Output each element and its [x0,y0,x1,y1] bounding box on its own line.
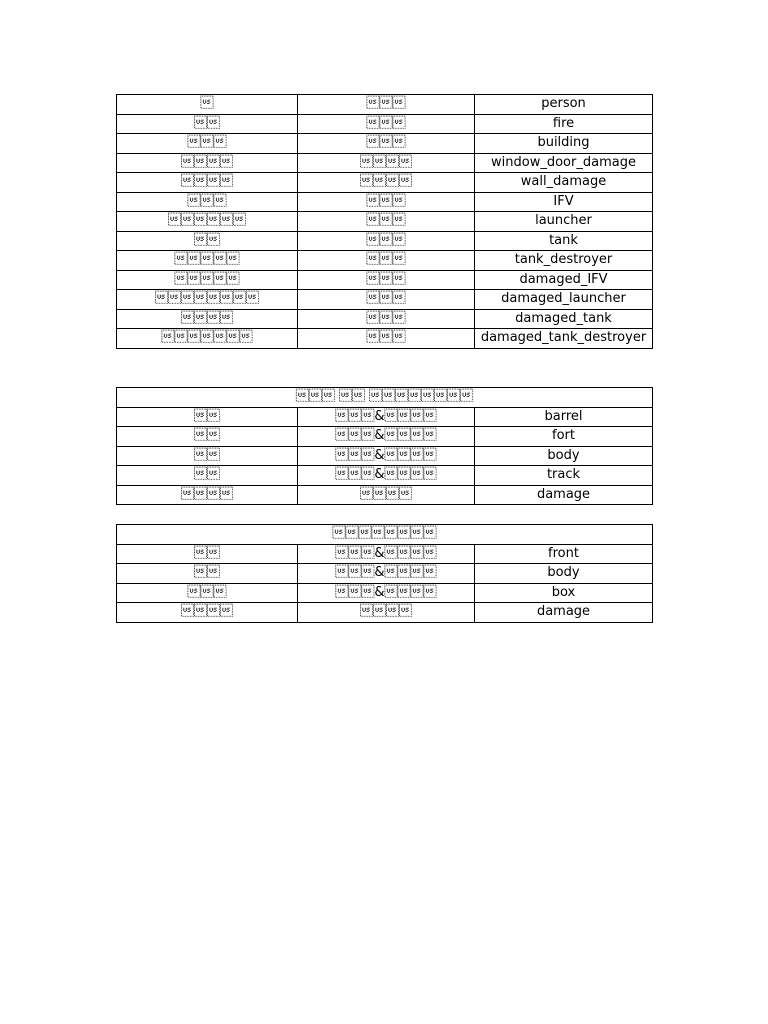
table-cell-name [117,603,298,623]
table-cell-name [117,466,298,486]
table-cell-type [298,329,475,349]
table-cell-name [117,407,298,427]
table-row [117,485,653,505]
table-cell-label: fire [475,114,653,134]
table-cell-name [117,153,298,173]
table-cell-name [117,329,298,349]
table-header-row [117,388,653,408]
table-cell-label: front [475,544,653,564]
table-cell-name [117,446,298,466]
table-cell-label: barrel [475,407,653,427]
table-row [117,251,653,271]
table-cell-type [298,603,475,623]
table-cell-name [117,134,298,154]
table-cell-type [298,270,475,290]
table-cell-type [298,231,475,251]
table-row [117,95,653,115]
table-cell-type: & [298,544,475,564]
table-row [117,427,653,447]
table-cell-type [298,212,475,232]
table-cell-type: & [298,466,475,486]
table-cell-name [117,231,298,251]
table-cell-name [117,173,298,193]
table-cell-label: damaged_tank_destroyer [475,329,653,349]
table-cell-type: & [298,446,475,466]
table-cell-label: damage [475,485,653,505]
table-cell-type [298,251,475,271]
table-cell-label: window_door_damage [475,153,653,173]
table-cell-label: damaged_IFV [475,270,653,290]
table-cell-name [117,583,298,603]
table-cell-label: track [475,466,653,486]
object-class-table [116,94,653,349]
table-row [117,270,653,290]
table-cell-type [298,153,475,173]
table-row [117,564,653,584]
table-row [117,544,653,564]
table-cell-name [117,544,298,564]
table-cell-label: tank_destroyer [475,251,653,271]
table-cell-name [117,212,298,232]
table-cell-name [117,95,298,115]
table-header [117,388,653,408]
table-cell-type [298,173,475,193]
launcher-parts-table [116,524,653,623]
table-row [117,114,653,134]
table-cell-label: damage [475,603,653,623]
table-cell-type [298,134,475,154]
table-cell-label: damaged_tank [475,309,653,329]
table-row [117,329,653,349]
table-cell-label: wall_damage [475,173,653,193]
table-cell-type [298,114,475,134]
table-cell-label: IFV [475,192,653,212]
table-cell-name [117,485,298,505]
table-cell-label: fort [475,427,653,447]
table-header [117,525,653,545]
table-cell-type: & [298,407,475,427]
table-row [117,603,653,623]
table-cell-type [298,485,475,505]
table-cell-label: box [475,583,653,603]
table-cell-type: & [298,583,475,603]
table-row [117,153,653,173]
table-row [117,192,653,212]
table-cell-label: launcher [475,212,653,232]
table-cell-label: damaged_launcher [475,290,653,310]
vehicle-parts-table [116,387,653,505]
table-row [117,309,653,329]
table-cell-type: & [298,564,475,584]
table-row [117,290,653,310]
table-cell-type: & [298,427,475,447]
table-cell-name [117,192,298,212]
table-cell-label: tank [475,231,653,251]
table-cell-name [117,564,298,584]
table-row [117,134,653,154]
table-row [117,446,653,466]
table-cell-name [117,251,298,271]
table-cell-type [298,290,475,310]
table-cell-name [117,270,298,290]
table-cell-label: building [475,134,653,154]
table-cell-type [298,192,475,212]
table-cell-type [298,309,475,329]
table-row [117,583,653,603]
table-row [117,173,653,193]
table-header-row [117,525,653,545]
table-cell-label: body [475,564,653,584]
table-row [117,231,653,251]
table-cell-label: person [475,95,653,115]
table-cell-name [117,290,298,310]
table-cell-type [298,95,475,115]
table-cell-name [117,427,298,447]
table-row [117,407,653,427]
table-row [117,212,653,232]
table-cell-name [117,114,298,134]
table-row [117,466,653,486]
table-cell-label: body [475,446,653,466]
table-cell-name [117,309,298,329]
